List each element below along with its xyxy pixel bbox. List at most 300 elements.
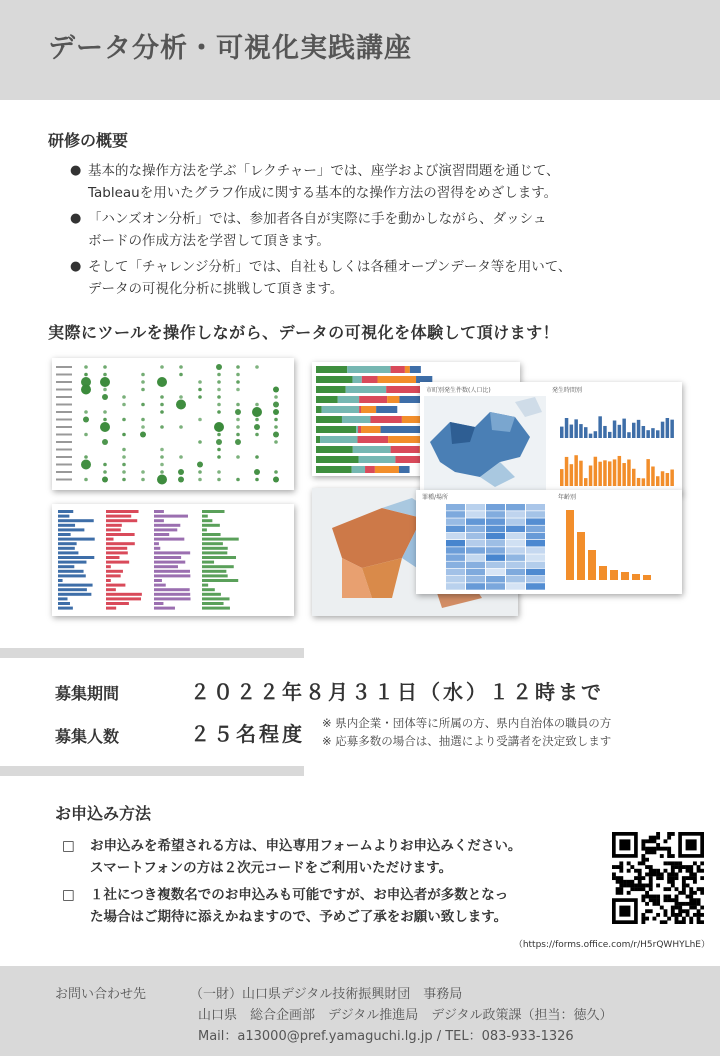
hour-bar xyxy=(560,427,564,438)
qr-module xyxy=(656,876,660,880)
bubble-mark xyxy=(157,475,167,485)
qr-module xyxy=(667,895,671,899)
qr-module xyxy=(645,839,649,843)
qr-module xyxy=(649,872,653,876)
qr-finder xyxy=(619,906,630,917)
bubble-mark xyxy=(217,388,221,392)
stack-segment xyxy=(391,366,405,373)
overview-text: ボードの作成方法を学習して頂きます。 xyxy=(88,233,330,249)
bubble-mark xyxy=(100,422,110,432)
bar-mark xyxy=(58,556,94,559)
bubble-mark xyxy=(141,470,145,474)
heatmap-cells xyxy=(446,504,545,590)
heat-cell xyxy=(446,569,465,576)
hour-bar xyxy=(618,425,622,438)
qr-module xyxy=(671,898,675,902)
qr-module xyxy=(697,913,701,917)
qr-module xyxy=(656,895,660,899)
qr-module xyxy=(671,861,675,865)
bar-mark xyxy=(202,519,212,522)
stack-segment xyxy=(320,436,357,443)
qr-module xyxy=(641,861,645,865)
bubble-mark xyxy=(160,403,164,407)
row-label-mark xyxy=(56,434,72,436)
heat-cell xyxy=(506,576,525,583)
qr-module xyxy=(693,876,697,880)
bubble-mark xyxy=(217,478,221,482)
bubble-mark xyxy=(103,463,107,467)
heat-cell xyxy=(506,511,525,518)
year-bar xyxy=(599,566,607,580)
heat-cell xyxy=(446,547,465,554)
bullet-icon: ● xyxy=(70,163,82,178)
bubble-mark xyxy=(103,470,107,474)
qr-module xyxy=(667,887,671,891)
bubble-mark xyxy=(274,470,278,474)
qr-module xyxy=(675,913,679,917)
qr-module xyxy=(645,872,649,876)
qr-module xyxy=(700,920,704,924)
bar-mark xyxy=(154,551,190,554)
bubble-mark xyxy=(217,395,221,399)
bubble-mark xyxy=(160,410,164,414)
bubble-mark xyxy=(141,425,145,429)
heat-cell xyxy=(506,526,525,533)
qr-module xyxy=(619,861,623,865)
bubble-mark xyxy=(255,433,259,437)
bubble-mark xyxy=(217,410,221,414)
bar-mark xyxy=(154,510,164,513)
qr-module xyxy=(656,902,660,906)
qr-module xyxy=(689,869,693,873)
qr-module xyxy=(667,917,671,921)
bar-mark xyxy=(154,561,185,564)
bar-mark xyxy=(202,542,223,545)
year-bar xyxy=(566,510,574,580)
qr-module xyxy=(645,891,649,895)
heat-cell xyxy=(486,583,505,590)
bubble-mark xyxy=(252,407,262,417)
bubble-mark xyxy=(217,433,221,437)
stack-segment xyxy=(316,456,359,463)
apply-item xyxy=(62,835,610,879)
hour-title: 発生時間別 xyxy=(552,387,583,394)
year-bar xyxy=(621,572,629,580)
stack-segment xyxy=(316,416,342,423)
qr-module xyxy=(641,847,645,851)
stack-segment xyxy=(359,406,361,413)
qr-module xyxy=(660,872,664,876)
heat-cell xyxy=(486,511,505,518)
qr-module xyxy=(682,891,686,895)
hour-bar xyxy=(627,432,631,438)
bubble-mark xyxy=(274,440,278,444)
qr-module xyxy=(656,869,660,873)
qr-module xyxy=(649,884,653,888)
bar-mark xyxy=(58,528,84,531)
qr-code-icon[interactable] xyxy=(612,832,704,924)
qr-module xyxy=(660,920,664,924)
yearly-title: 年齢別 xyxy=(558,494,577,501)
bar-mark xyxy=(58,561,86,564)
page-title: データ分析・可視化実践講座 xyxy=(48,33,412,64)
bubble-mark xyxy=(103,365,107,369)
row-label-mark xyxy=(56,449,72,451)
row-label-mark xyxy=(56,441,72,443)
apply-heading: お申込み方法 xyxy=(55,804,152,823)
bar-mark xyxy=(202,597,230,600)
qr-module xyxy=(664,898,668,902)
qr-module xyxy=(649,850,653,854)
row-label-mark xyxy=(56,366,72,368)
bar-mark xyxy=(202,528,207,531)
hour-bar xyxy=(632,469,636,486)
bubble-mark xyxy=(217,448,221,452)
row-label-mark xyxy=(56,396,72,398)
bar-mark xyxy=(106,542,135,545)
bar-mark xyxy=(202,602,224,605)
qr-module xyxy=(697,902,701,906)
bubble-mark xyxy=(179,455,183,459)
stack-segment xyxy=(387,396,399,403)
bubble-mark xyxy=(214,422,224,432)
heat-cell xyxy=(526,547,545,554)
bar-mark xyxy=(154,519,164,522)
qr-module xyxy=(671,884,675,888)
overview-item xyxy=(70,208,690,252)
bubble-mark xyxy=(217,403,221,407)
stack-segment xyxy=(376,406,397,413)
bubble-mark xyxy=(236,373,240,377)
stack-segment xyxy=(316,376,352,383)
qr-finder xyxy=(619,839,630,850)
qr-module xyxy=(671,865,675,869)
bubble-mark xyxy=(255,455,259,459)
qr-module xyxy=(678,902,682,906)
contact-line: Mail：a13000@pref.yamaguchi.lg.jp / TEL：083-933-1326 xyxy=(198,1029,574,1044)
qr-module xyxy=(689,887,693,891)
bubble-mark xyxy=(254,469,260,475)
heat-cell xyxy=(526,533,545,540)
bubble-mark xyxy=(236,388,240,392)
qr-module xyxy=(627,880,631,884)
bar-mark xyxy=(106,584,125,587)
qr-module xyxy=(634,884,638,888)
bubble-mark xyxy=(236,433,240,437)
heat-cell xyxy=(466,533,485,540)
bubble-mark xyxy=(102,439,108,445)
qr-module xyxy=(645,895,649,899)
qr-module xyxy=(645,847,649,851)
bar-mark xyxy=(202,579,238,582)
qr-module xyxy=(686,884,690,888)
bubble-mark xyxy=(160,463,164,467)
bar-mark xyxy=(106,561,129,564)
qr-module xyxy=(671,872,675,876)
heat-cell xyxy=(506,569,525,576)
bar-mark xyxy=(154,588,190,591)
stack-segment xyxy=(347,366,390,373)
qr-module xyxy=(656,884,660,888)
qr-module xyxy=(686,865,690,869)
bubble-mark xyxy=(197,462,203,468)
stack-segment xyxy=(361,406,376,413)
row-label-mark xyxy=(56,456,72,458)
bubble-mark xyxy=(255,418,259,422)
heat-cell xyxy=(506,583,525,590)
map-hour-chart xyxy=(420,382,682,494)
bar-panels-screenshot xyxy=(52,504,294,616)
qr-module xyxy=(686,895,690,899)
stack-segment xyxy=(359,456,396,463)
stack-segment xyxy=(342,416,371,423)
bar-mark xyxy=(202,565,234,568)
bubble-mark xyxy=(179,395,183,399)
qr-module xyxy=(652,917,656,921)
bar-mark xyxy=(154,584,166,587)
bubble-mark xyxy=(160,395,164,399)
qr-module xyxy=(667,880,671,884)
heatmap-yearly-chart xyxy=(416,490,682,594)
qr-module xyxy=(641,854,645,858)
heat-cell xyxy=(466,518,485,525)
bubble-mark xyxy=(254,424,260,430)
qr-module xyxy=(645,858,649,862)
heat-cell xyxy=(486,504,505,511)
bar-mark xyxy=(58,515,69,518)
qr-module xyxy=(627,884,631,888)
hour-bar xyxy=(637,478,641,486)
hour-bar xyxy=(618,456,622,486)
qr-module xyxy=(693,872,697,876)
bubble-mark xyxy=(178,477,184,483)
bar-mark xyxy=(106,588,116,591)
qr-module xyxy=(675,917,679,921)
qr-module xyxy=(641,884,645,888)
hour-bar xyxy=(603,460,607,486)
qr-module xyxy=(689,895,693,899)
qr-code-graphic xyxy=(612,832,704,924)
hour-bar xyxy=(656,476,660,486)
bar-mark xyxy=(58,593,91,596)
qr-module xyxy=(664,887,668,891)
qr-module xyxy=(682,884,686,888)
stack-segment xyxy=(338,396,359,403)
qr-module xyxy=(682,887,686,891)
qr-module xyxy=(667,872,671,876)
bar-mark xyxy=(202,538,239,541)
qr-module xyxy=(667,850,671,854)
bar-mark xyxy=(106,570,123,573)
note-line: ※ 応募多数の場合は、抽選により受講者を決定致します xyxy=(322,734,612,748)
hour-bar xyxy=(579,461,583,486)
hour-bar xyxy=(651,428,655,438)
map-title: 市町別発生件数(人口比) xyxy=(426,387,491,394)
form-url[interactable]: （https://forms.office.com/r/H5rQWHYLhE） xyxy=(513,940,710,950)
qr-module xyxy=(682,902,686,906)
stack-segment xyxy=(346,386,386,393)
qr-module xyxy=(675,865,679,869)
bubble-mark xyxy=(236,478,240,482)
stack-segment xyxy=(316,396,338,403)
bar-mark xyxy=(58,542,77,545)
qr-module xyxy=(675,872,679,876)
stack-segment xyxy=(316,446,353,453)
qr-module xyxy=(649,895,653,899)
qr-module xyxy=(616,865,620,869)
bubble-mark xyxy=(236,425,240,429)
hour-bar xyxy=(666,418,670,438)
qr-module xyxy=(678,891,682,895)
bar-mark xyxy=(106,538,114,541)
year-bar xyxy=(643,575,651,580)
bar-mark xyxy=(106,593,142,596)
hour-bar xyxy=(642,426,646,438)
period-label: 募集期間 xyxy=(55,684,120,703)
heatmap-yearly-screenshot xyxy=(416,490,682,594)
qr-module xyxy=(686,913,690,917)
qr-module xyxy=(638,887,642,891)
qr-module xyxy=(619,869,623,873)
bar-mark xyxy=(106,565,111,568)
bar-mark xyxy=(106,519,137,522)
qr-module xyxy=(700,869,704,873)
apply-item xyxy=(62,884,610,928)
stack-segment xyxy=(358,436,389,443)
bubble-mark xyxy=(216,364,222,370)
heat-cell xyxy=(526,511,545,518)
bubble-mark xyxy=(198,388,202,392)
qr-module xyxy=(652,869,656,873)
hour-bar xyxy=(632,423,636,438)
qr-module xyxy=(678,865,682,869)
qr-module xyxy=(649,847,653,851)
qr-module xyxy=(638,869,642,873)
bar-mark xyxy=(154,602,163,605)
hour-bar xyxy=(579,424,583,438)
qr-module xyxy=(656,872,660,876)
qr-module xyxy=(612,876,616,880)
bar-mark xyxy=(58,602,70,605)
stack-segment xyxy=(322,406,359,413)
qr-module xyxy=(678,869,682,873)
qr-module xyxy=(656,832,660,836)
bar-mark xyxy=(154,542,159,545)
bubble-mark xyxy=(141,380,145,384)
heat-cell xyxy=(486,540,505,547)
bubble-mark xyxy=(81,385,91,395)
qr-module xyxy=(623,880,627,884)
qr-module xyxy=(667,854,671,858)
hour-bar xyxy=(622,419,626,438)
bubble-mark xyxy=(141,478,145,482)
qr-module xyxy=(619,887,623,891)
row-label-mark xyxy=(56,381,72,383)
qr-module xyxy=(675,876,679,880)
hour-bar xyxy=(603,426,607,438)
heat-cell xyxy=(486,533,505,540)
bubble-mark xyxy=(81,460,91,470)
qr-module xyxy=(689,876,693,880)
qr-module xyxy=(616,891,620,895)
bar-mark xyxy=(58,565,74,568)
qr-module xyxy=(671,876,675,880)
heat-cell xyxy=(446,540,465,547)
qr-module xyxy=(638,880,642,884)
qr-module xyxy=(697,909,701,913)
qr-module xyxy=(656,847,660,851)
stack-segment xyxy=(316,366,347,373)
bullet-icon: ● xyxy=(70,211,82,226)
qr-module xyxy=(667,898,671,902)
qr-module xyxy=(689,917,693,921)
qr-module xyxy=(693,880,697,884)
heat-cell xyxy=(486,547,505,554)
qr-module xyxy=(641,887,645,891)
qr-module xyxy=(675,861,679,865)
hour-bar xyxy=(661,422,665,438)
qr-module xyxy=(634,876,638,880)
qr-module xyxy=(645,909,649,913)
stack-segment xyxy=(378,376,417,383)
stack-segment xyxy=(352,376,361,383)
hour-bar xyxy=(589,434,593,438)
heat-cell xyxy=(486,562,505,569)
qr-module xyxy=(619,876,623,880)
stack-segment xyxy=(358,426,361,433)
qr-module xyxy=(656,898,660,902)
heat-cell xyxy=(466,504,485,511)
qr-module xyxy=(693,891,697,895)
qr-module xyxy=(689,872,693,876)
qr-module xyxy=(697,898,701,902)
qr-module xyxy=(630,887,634,891)
apply-text: スマートフォンの方は２次元コードをご利用いただけます。 xyxy=(90,860,453,876)
qr-module xyxy=(682,876,686,880)
bar-mark xyxy=(202,524,220,527)
bar-mark xyxy=(106,528,121,531)
qr-module xyxy=(697,865,701,869)
qr-module xyxy=(664,909,668,913)
stack-segment xyxy=(352,466,365,473)
qr-module xyxy=(660,906,664,910)
bubble-mark xyxy=(178,469,184,475)
bar-mark xyxy=(58,524,75,527)
heat-cell xyxy=(526,504,545,511)
bar-mark xyxy=(106,551,128,554)
table-title: 罪種/場所 xyxy=(422,494,449,501)
heat-cell xyxy=(506,518,525,525)
qr-module xyxy=(689,906,693,910)
bubble-mark xyxy=(236,418,240,422)
bubble-mark xyxy=(198,470,202,474)
bar-mark xyxy=(106,579,111,582)
stack-segment xyxy=(359,396,387,403)
heat-cell xyxy=(526,518,545,525)
bar-mark xyxy=(202,556,236,559)
bubble-mark xyxy=(217,470,221,474)
bubble-mark xyxy=(179,425,183,429)
stack-segment xyxy=(316,426,356,433)
qr-module xyxy=(682,909,686,913)
bubble-mark xyxy=(84,365,88,369)
bubble-mark xyxy=(198,440,202,444)
bar-mark xyxy=(202,551,227,554)
stack-segment xyxy=(381,426,423,433)
stack-segment xyxy=(410,366,421,373)
qr-module xyxy=(630,884,634,888)
bar-mark xyxy=(202,593,221,596)
